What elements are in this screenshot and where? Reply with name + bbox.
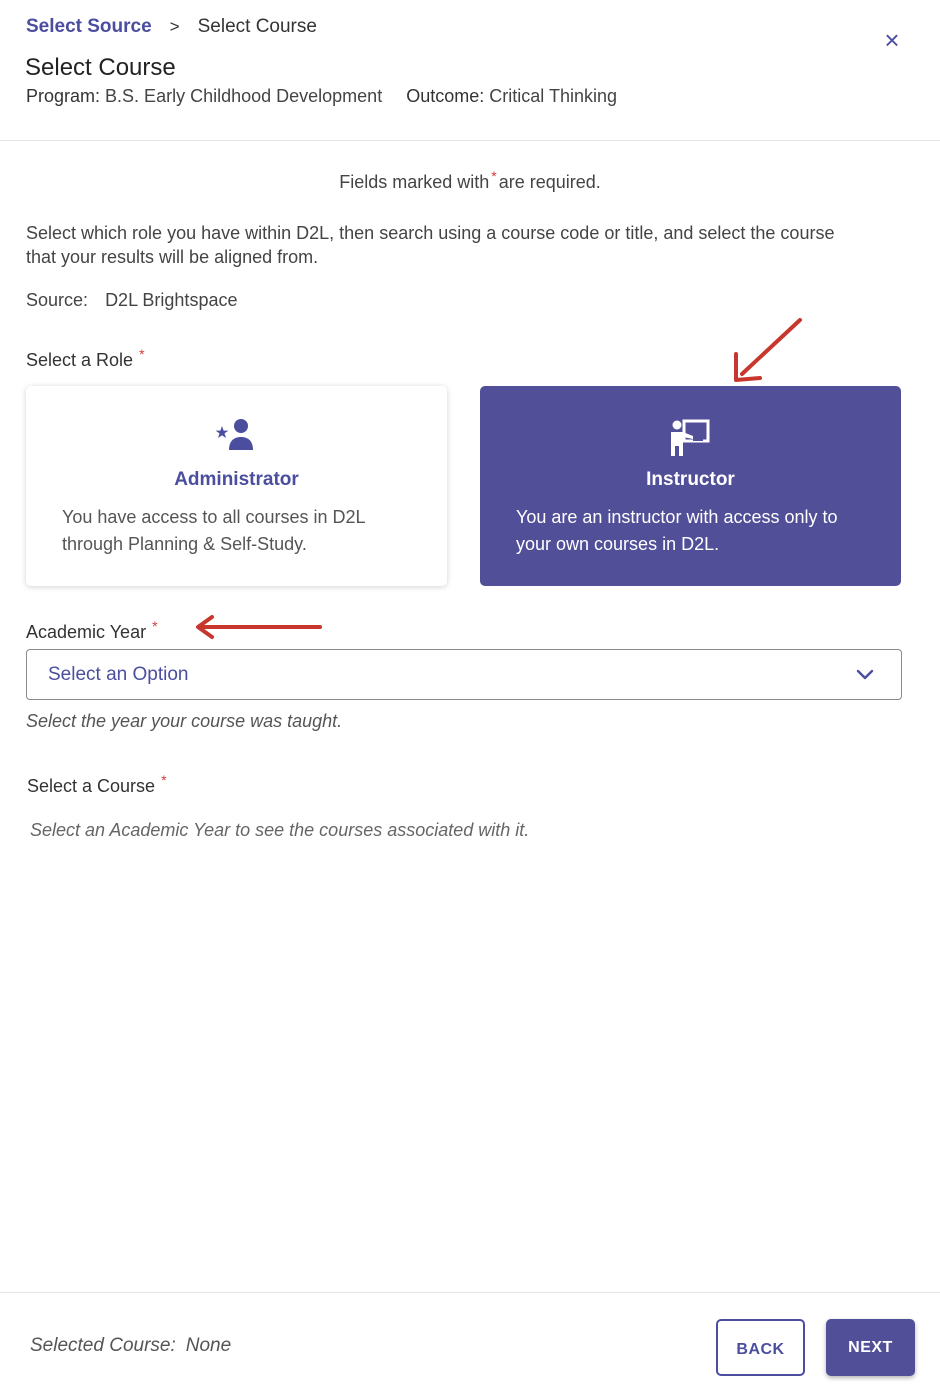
breadcrumb-select-source-link[interactable]: Select Source xyxy=(26,16,152,37)
chevron-down-icon xyxy=(853,662,877,686)
select-course-label xyxy=(27,772,169,797)
select-course-label-text: Select a Course xyxy=(27,776,156,796)
selected-course-label: Selected Course: xyxy=(30,1335,176,1356)
annotation-arrow-icon xyxy=(190,612,326,642)
academic-year-help-text: Select the year your course was taught. xyxy=(26,711,343,731)
role-card-title: Instructor xyxy=(646,469,735,490)
academic-year-label xyxy=(26,618,160,643)
person-star-icon xyxy=(26,416,447,460)
dialog-footer xyxy=(0,1292,940,1398)
program-label: Program: xyxy=(26,86,101,106)
source-value: D2L Brightspace xyxy=(105,290,238,310)
selected-course-value: None xyxy=(185,1335,232,1356)
breadcrumb-current: Select Course xyxy=(197,16,317,37)
role-card-instructor[interactable] xyxy=(480,386,901,586)
breadcrumb-separator: > xyxy=(169,17,180,36)
academic-year-select[interactable] xyxy=(26,649,902,700)
role-card-administrator[interactable] xyxy=(26,386,447,586)
selected-course-status xyxy=(30,1335,231,1357)
next-button[interactable]: NEXT xyxy=(826,1319,915,1376)
required-fields-note xyxy=(0,168,940,193)
source-label: Source: xyxy=(26,290,89,310)
teacher-board-icon xyxy=(480,416,901,460)
select-role-label xyxy=(26,346,147,371)
outcome-label: Outcome: xyxy=(406,86,485,106)
required-star: * xyxy=(152,618,158,634)
program-outcome-line xyxy=(26,86,617,107)
required-star: * xyxy=(161,772,167,788)
required-note-text: Fields marked with xyxy=(339,172,490,192)
select-role-label-text: Select a Role xyxy=(26,350,134,370)
intro-text: Select which role you have within D2L, then search using a course code or title, and select the course that your results will be aligned from. xyxy=(26,223,835,267)
role-card-description: You are an instructor with access only to your own courses in D2L. xyxy=(516,507,838,554)
annotation-arrow-icon xyxy=(726,314,810,388)
dialog-header xyxy=(0,0,940,141)
course-empty-text: Select an Academic Year to see the courses associated with it. xyxy=(30,820,530,840)
close-icon[interactable]: × xyxy=(884,25,900,55)
academic-year-label-text: Academic Year xyxy=(26,622,147,642)
role-card-description: You have access to all courses in D2L through Planning & Self-Study. xyxy=(62,507,365,554)
role-card-title: Administrator xyxy=(174,469,299,490)
academic-year-selected-value: Select an Option xyxy=(48,664,189,685)
required-star: * xyxy=(491,168,497,184)
source-line xyxy=(26,290,237,311)
program-value: B.S. Early Childhood Development xyxy=(105,86,383,106)
back-button[interactable]: BACK xyxy=(716,1319,805,1376)
breadcrumb xyxy=(26,16,317,38)
page-title: Select Course xyxy=(25,54,176,81)
required-note-text-end: are required. xyxy=(498,172,601,192)
outcome-value: Critical Thinking xyxy=(489,86,617,106)
required-star: * xyxy=(139,346,145,362)
